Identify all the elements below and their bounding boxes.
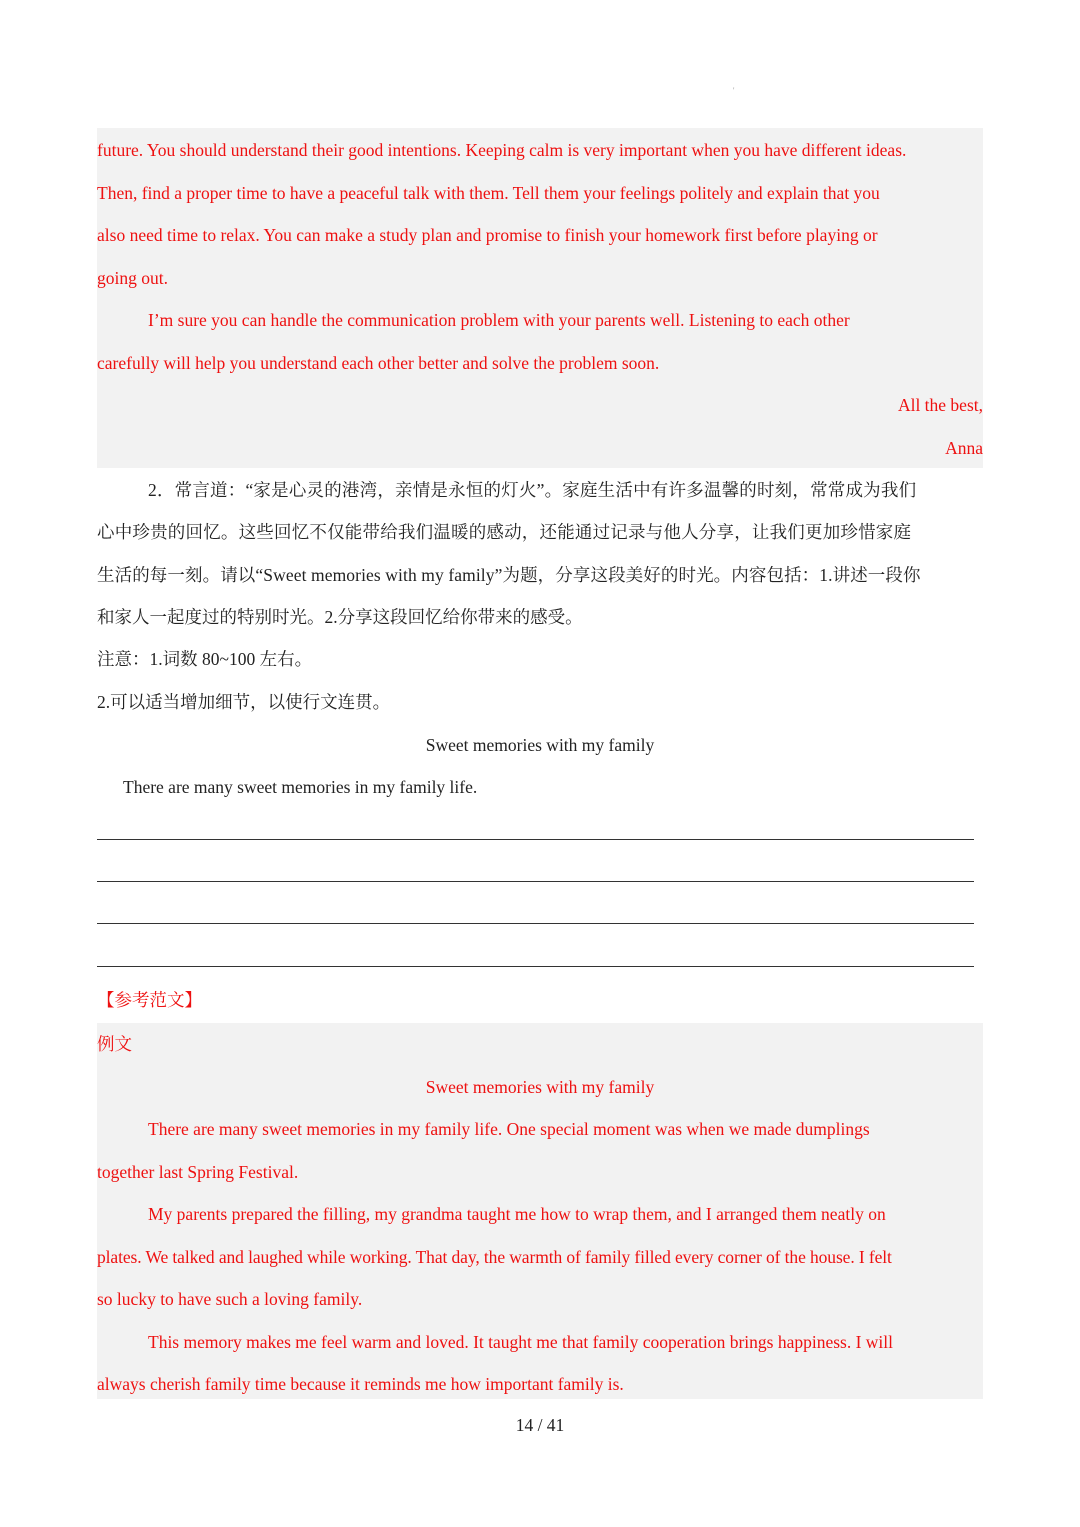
task2-note-1: 注意：1.词数 80~100 左右。	[97, 649, 313, 669]
task2-opening: There are many sweet memories in my family life.	[123, 777, 478, 797]
essay-line-7: always cherish family time because it reminds me how important family is.	[97, 1374, 624, 1394]
writing-line-3	[97, 923, 974, 924]
writing-line-4	[97, 966, 974, 967]
task2-line-1: 2．常言道：“家是心灵的港湾，亲情是永恒的灯火”。家庭生活中有许多温馨的时刻，常常成为我们	[148, 480, 917, 500]
task2-note-2: 2.可以适当增加细节，以使行文连贯。	[97, 692, 391, 712]
essay-line-2: together last Spring Festival.	[97, 1162, 299, 1182]
task2-line-2: 心中珍贵的回忆。这些回忆不仅能带给我们温暖的感动，还能通过记录与他人分享，让我们更加珍惜家庭	[97, 522, 912, 542]
page-number: 14 / 41	[515, 1415, 565, 1435]
task2-title: Sweet memories with my family	[425, 735, 655, 755]
letter-line-5: I’m sure you can handle the communication problem with your parents well. Listening to each other	[148, 310, 850, 330]
essay-line-4: plates. We talked and laughed while working. That day, the warmth of family filled every corner of the house. I felt	[97, 1247, 892, 1267]
letter-line-6: carefully will help you understand each other better and solve the problem soon.	[97, 353, 660, 373]
header-mark: '	[733, 86, 735, 95]
essay-line-5: so lucky to have such a loving family.	[97, 1289, 363, 1309]
letter-answer-block	[97, 128, 983, 468]
letter-closing: All the best,	[897, 395, 983, 415]
letter-line-2: Then, find a proper time to have a peaceful talk with them. Tell them your feelings politely and explain that you	[97, 183, 880, 203]
reference-title: Sweet memories with my family	[425, 1077, 655, 1097]
reference-heading: 【参考范文】	[97, 990, 202, 1010]
letter-signature: Anna	[945, 438, 983, 458]
letter-line-4: going out.	[97, 268, 168, 288]
essay-line-3: My parents prepared the filling, my grandma taught me how to wrap them, and I arranged them neatly on	[148, 1204, 886, 1224]
essay-line-1: There are many sweet memories in my family life. One special moment was when we made dumplings	[148, 1119, 870, 1139]
task2-line-3: 生活的每一刻。请以“Sweet memories with my family”为题，分享这段美好的时光。内容包括：1.讲述一段你	[97, 565, 921, 585]
task2-line-4: 和家人一起度过的特别时光。2.分享这段回忆给你带来的感受。	[97, 607, 583, 627]
essay-line-6: This memory makes me feel warm and loved. It taught me that family cooperation brings happiness. I will	[148, 1332, 894, 1352]
reference-label: 例文	[97, 1034, 132, 1054]
letter-line-3: also need time to relax. You can make a study plan and promise to finish your homework first before playing or	[97, 225, 878, 245]
letter-line-1: future. You should understand their good intentions. Keeping calm is very important when you have different ideas.	[97, 140, 907, 160]
writing-line-2	[97, 881, 974, 882]
writing-line-1	[97, 839, 974, 840]
